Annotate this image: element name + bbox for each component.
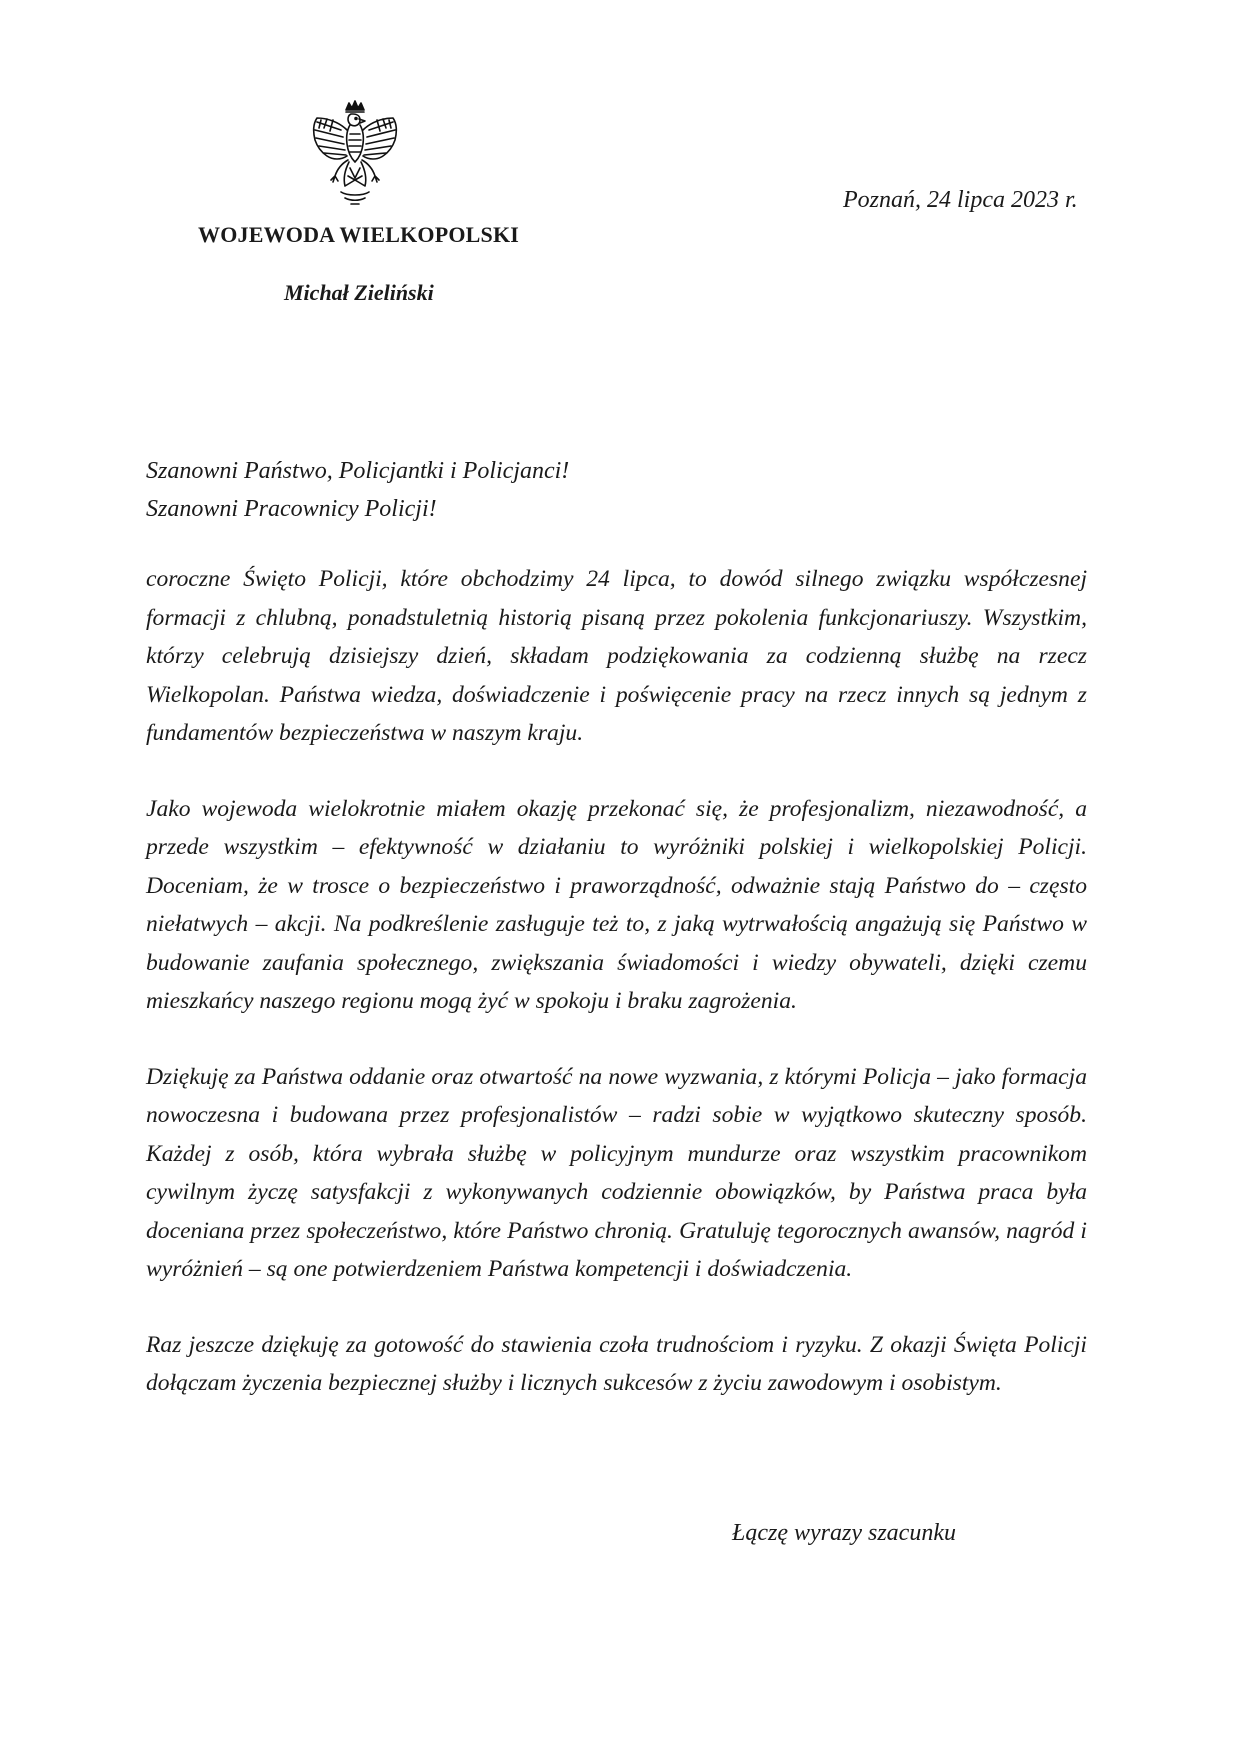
- salutation-line-2: Szanowni Pracownicy Policji!: [146, 496, 437, 522]
- polish-eagle-emblem-icon: [303, 100, 407, 210]
- body-paragraph-2: Jako wojewoda wielokrotnie miałem okazję przekonać się, że profesjonalizm, niezawodność, a przede wszystkim – efektywność w działaniu to wyróżniki polskiej i wielkopolskiej Policji. Doceniam, że w trosce o bezpieczeństwo i praworządność, odważnie stają Państwo do – często niełatwych – akcji. Na podkreślenie zasługuje też to, z jaką wytrwałością angażują się Państwo w budowanie zaufania społecznego, zwiększania świadomości i wiedzy obywateli, dzięki czemu mieszkańcy naszego regionu mogą żyć w spokoju i braku zagrożenia.: [146, 795, 1087, 1014]
- body-paragraph-3: Dziękuję za Państwa oddanie oraz otwartość na nowe wyzwania, z którymi Policja – jako formacja nowoczesna i budowana przez profesjonalistów – radzi sobie w wyjątkowo skuteczny sposób. Każdej z osób, która wybrała służbę w policyjnym mundurze oraz wszystkim pracownikom cywilnym życzę satysfakcji z wykonywanych codziennie obowiązków, by Państwa praca była doceniana przez społeczeństwo, które Państwo chronią. Gratuluję tegorocznych awansów, nagród i wyróżnień – są one potwierdzeniem Państwa kompetencji i doświadczenia.: [146, 1063, 1087, 1282]
- letter-date: Poznań, 24 lipca 2023 r.: [843, 187, 1078, 213]
- letter-body: [146, 560, 1087, 1440]
- body-paragraph-1: coroczne Święto Policji, które obchodzimy 24 lipca, to dowód silnego związku współczesnej formacji z chlubną, ponadstuletnią historią pisaną przez pokolenia funkcjonariuszy. Wszystkim, którzy celebrują dzisiejszy dzień, składam podziękowania za codzienną służbę na rzecz Wielkopolan. Państwa wiedza, doświadczenie i poświęcenie pracy na rzecz innych są jednym z fundamentów bezpieczeństwa w naszym kraju.: [146, 566, 1087, 746]
- body-paragraph-4: Raz jeszcze dziękuję za gotowość do stawienia czoła trudnościom i ryzyku. Z okazji Święta Policji dołączam życzenia bezpiecznej służby i licznych sukcesów z życiu zawodowym i osobistym.: [146, 1331, 1087, 1396]
- office-holder-name: Michał Zieliński: [284, 280, 434, 305]
- closing-phrase: Łączę wyrazy szacunku: [732, 1520, 956, 1546]
- office-title: WOJEWODA WIELKOPOLSKI: [198, 222, 520, 247]
- salutation: [146, 452, 1096, 528]
- salutation-line-1: Szanowni Państwo, Policjantki i Policjanci!: [146, 458, 570, 484]
